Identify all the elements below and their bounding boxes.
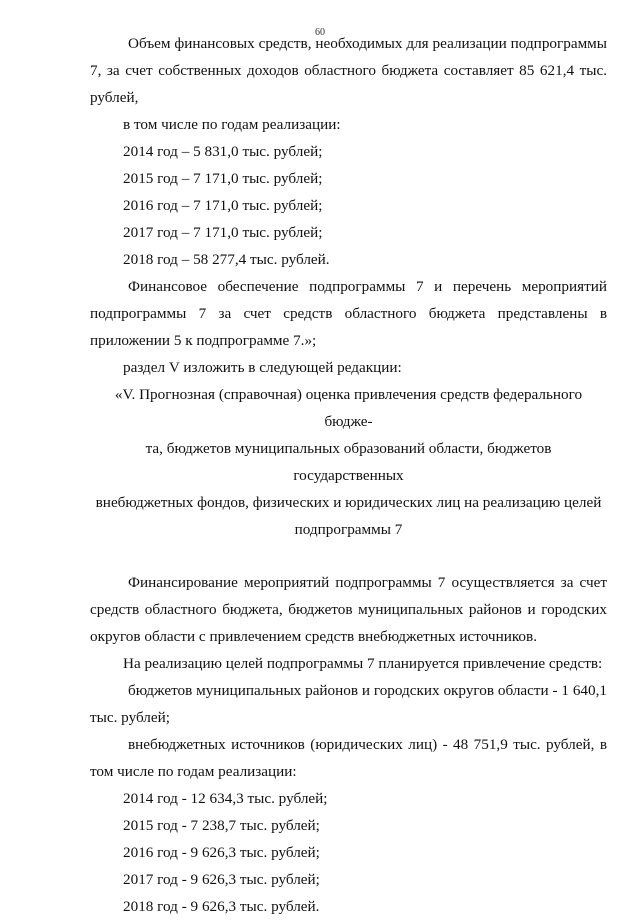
- by-years-label: в том числе по годам реализации:: [123, 116, 341, 133]
- section-v-instruction: раздел V изложить в следующей редакции:: [123, 359, 402, 376]
- extrabudgetary-paragraph: внебюджетных источников (юридических лиц) - 48 751,9 тыс. рублей, в том числе по годам реализации:: [90, 736, 607, 780]
- spacer: [90, 543, 607, 569]
- section-v-heading: [90, 381, 607, 543]
- heading-line: «V. Прогнозная (справочная) оценка привлечения средств федерального бюдже-: [114, 386, 583, 430]
- heading-line: та, бюджетов муниципальных образований области, бюджетов государственных: [145, 440, 552, 484]
- planned-attraction-paragraph: На реализацию целей подпрограммы 7 планируется привлечение средств:: [123, 655, 603, 672]
- year-line: 2018 год - 9 626,3 тыс. рублей.: [123, 898, 320, 915]
- year-line: 2015 год - 7 238,7 тыс. рублей;: [123, 817, 320, 834]
- municipal-budgets-paragraph: бюджетов муниципальных районов и городских округов области - 1 640,1 тыс. рублей;: [90, 682, 607, 726]
- document-body: [90, 30, 607, 920]
- page-number: 60: [315, 27, 325, 38]
- year-line: 2018 год – 58 277,4 тыс. рублей.: [123, 251, 330, 268]
- financing-paragraph: Финансирование мероприятий подпрограммы 7 осуществляется за счет средств областного бюджета, бюджетов муниципальных районов и городских округов области с привлечением средств внебюджетных источников.: [90, 574, 607, 645]
- year-line: 2016 год – 7 171,0 тыс. рублей;: [123, 197, 323, 214]
- heading-line: подпрограммы 7: [294, 521, 403, 538]
- year-line: 2014 год – 5 831,0 тыс. рублей;: [123, 143, 323, 160]
- financial-support-paragraph: Финансовое обеспечение подпрограммы 7 и перечень мероприятий подпрограммы 7 за счет средств областного бюджета представлены в приложении 5 к подпрограмме 7.»;: [90, 278, 607, 349]
- heading-line: внебюджетных фондов, физических и юридических лиц на реализацию целей: [95, 494, 602, 511]
- year-line: 2017 год – 7 171,0 тыс. рублей;: [123, 224, 323, 241]
- year-line: 2014 год - 12 634,3 тыс. рублей;: [123, 790, 328, 807]
- funding-volume-paragraph: Объем финансовых средств, необходимых для реализации подпрограммы 7, за счет собственных доходов областного бюджета составляет 85 621,4 тыс. рублей,: [90, 35, 607, 106]
- year-line: 2017 год - 9 626,3 тыс. рублей;: [123, 871, 320, 888]
- year-line: 2015 год – 7 171,0 тыс. рублей;: [123, 170, 323, 187]
- year-line: 2016 год - 9 626,3 тыс. рублей;: [123, 844, 320, 861]
